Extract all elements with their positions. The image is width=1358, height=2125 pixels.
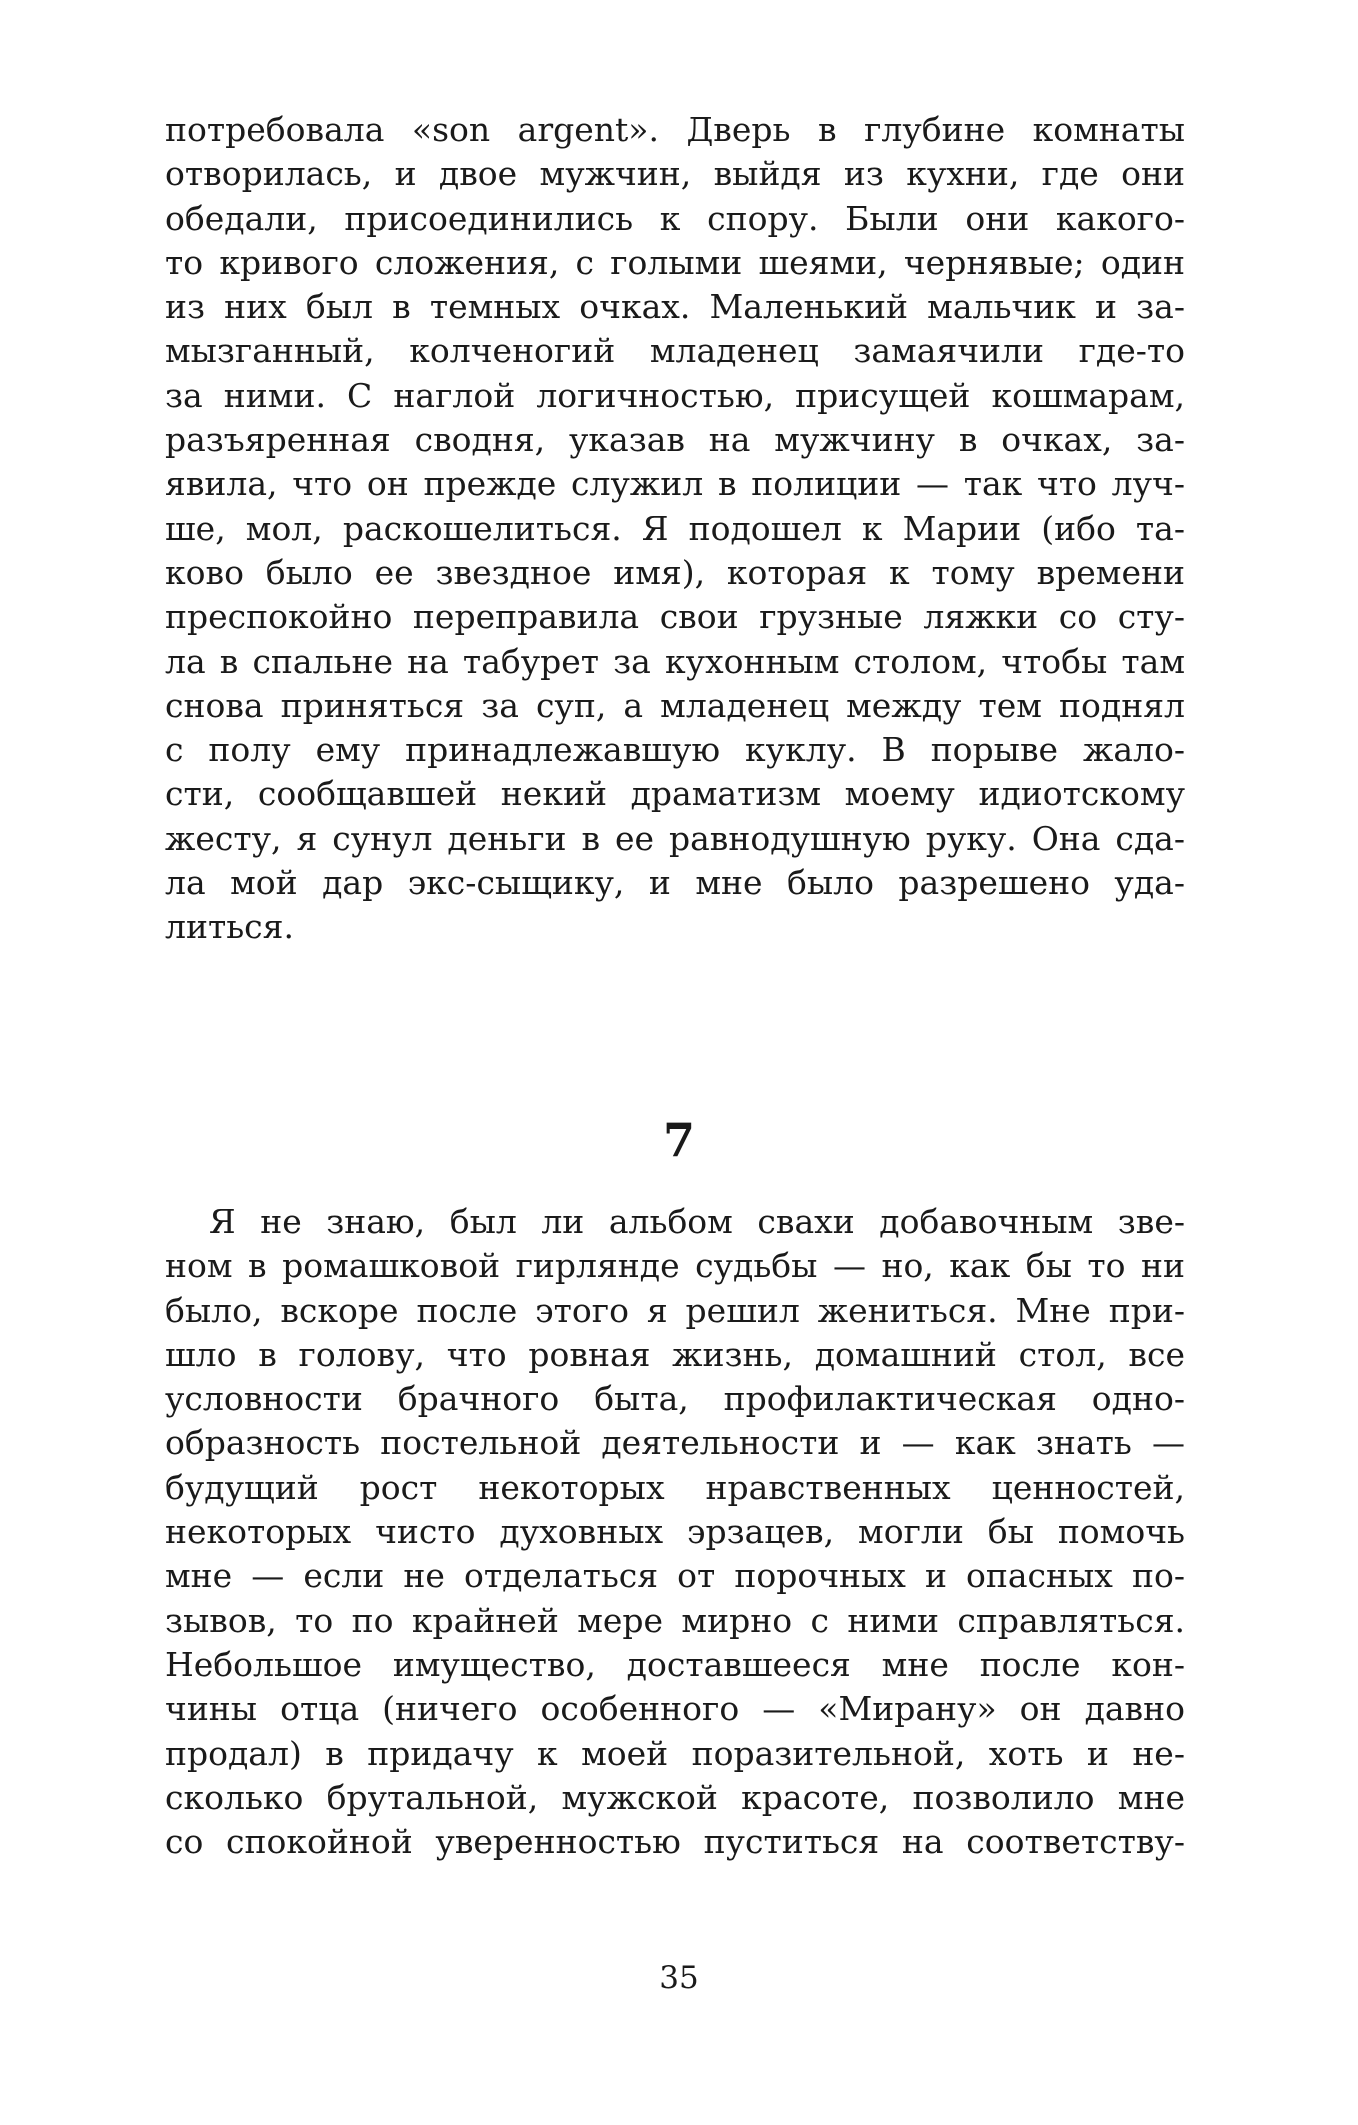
text-line: мызганный, колченогий младенец замаячили где-то xyxy=(165,331,1185,371)
text-line: ше, мол, раскошелиться. Я подошел к Марии (ибо та- xyxy=(165,508,1185,548)
text-line: обедали, присоединились к спору. Были они какого- xyxy=(165,198,1185,238)
text-line: то кривого сложения, с голыми шеями, чернявые; один xyxy=(165,242,1185,282)
text-line: Небольшое имущество, доставшееся мне после кон- xyxy=(165,1644,1185,1684)
continuation-paragraph xyxy=(165,108,1185,950)
text-line: ково было ее звездное имя), которая к тому времени xyxy=(165,552,1185,592)
text-line: из них был в темных очках. Маленький мальчик и за- xyxy=(165,287,1185,327)
text-line: чины отца (ничего особенного — «Мирану» он давно xyxy=(165,1689,1185,1729)
chapter-number: 7 xyxy=(662,1113,695,1167)
text-line: отворилась, и двое мужчин, выйдя из кухни, где они xyxy=(165,154,1185,194)
text-line: со спокойной уверенностью пуститься на соответству- xyxy=(165,1822,1185,1862)
chapter-paragraph xyxy=(165,1200,1185,1864)
text-line: условности брачного быта, профилактическая одно- xyxy=(165,1379,1185,1419)
text-line: мне — если не отделаться от порочных и опасных по- xyxy=(165,1556,1185,1596)
text-line: зывов, то по крайней мере мирно с ними справляться. xyxy=(165,1600,1185,1640)
text-line: ном в ромашковой гирлянде судьбы — но, как бы то ни xyxy=(165,1246,1185,1286)
text-line: сколько брутальной, мужской красоте, позволило мне xyxy=(165,1777,1185,1817)
text-line: Я не знаю, был ли альбом свахи добавочным зве- xyxy=(209,1202,1185,1241)
text-line: ла мой дар экс-сыщику, и мне было разрешено уда- xyxy=(165,863,1185,903)
text-line: снова приняться за суп, а младенец между тем поднял xyxy=(165,685,1185,725)
text-line: разъяренная сводня, указав на мужчину в очках, за- xyxy=(165,420,1185,460)
text-line: жесту, я сунул деньги в ее равнодушную руку. Она сда- xyxy=(165,818,1185,858)
page-number: 35 xyxy=(659,1960,699,1996)
text-line: продал) в придачу к моей поразительной, хоть и не- xyxy=(165,1733,1185,1773)
text-line: шло в голову, что ровная жизнь, домашний стол, все xyxy=(165,1334,1185,1374)
text-line: сти, сообщавшей некий драматизм моему идиотскому xyxy=(165,774,1185,814)
text-line: с полу ему принадлежавшую куклу. В порыве жало- xyxy=(165,730,1185,770)
text-line: было, вскоре после этого я решил жениться. Мне при- xyxy=(165,1290,1185,1330)
text-line: образность постельной деятельности и — как знать — xyxy=(165,1423,1185,1463)
text-line: будущий рост некоторых нравственных ценностей, xyxy=(165,1467,1185,1507)
text-line: некоторых чисто духовных эрзацев, могли бы помочь xyxy=(165,1512,1185,1552)
text-line: ла в спальне на табурет за кухонным столом, чтобы там xyxy=(165,641,1185,681)
text-line: потребовала «son argent». Дверь в глубине комнаты xyxy=(165,110,1185,149)
text-line: литься. xyxy=(165,907,294,947)
text-line: за ними. С наглой логичностью, присущей кошмарам, xyxy=(165,375,1185,415)
text-line: явила, что он прежде служил в полиции — так что луч- xyxy=(165,464,1185,504)
text-line: преспокойно переправила свои грузные ляжки со сту- xyxy=(165,597,1185,637)
